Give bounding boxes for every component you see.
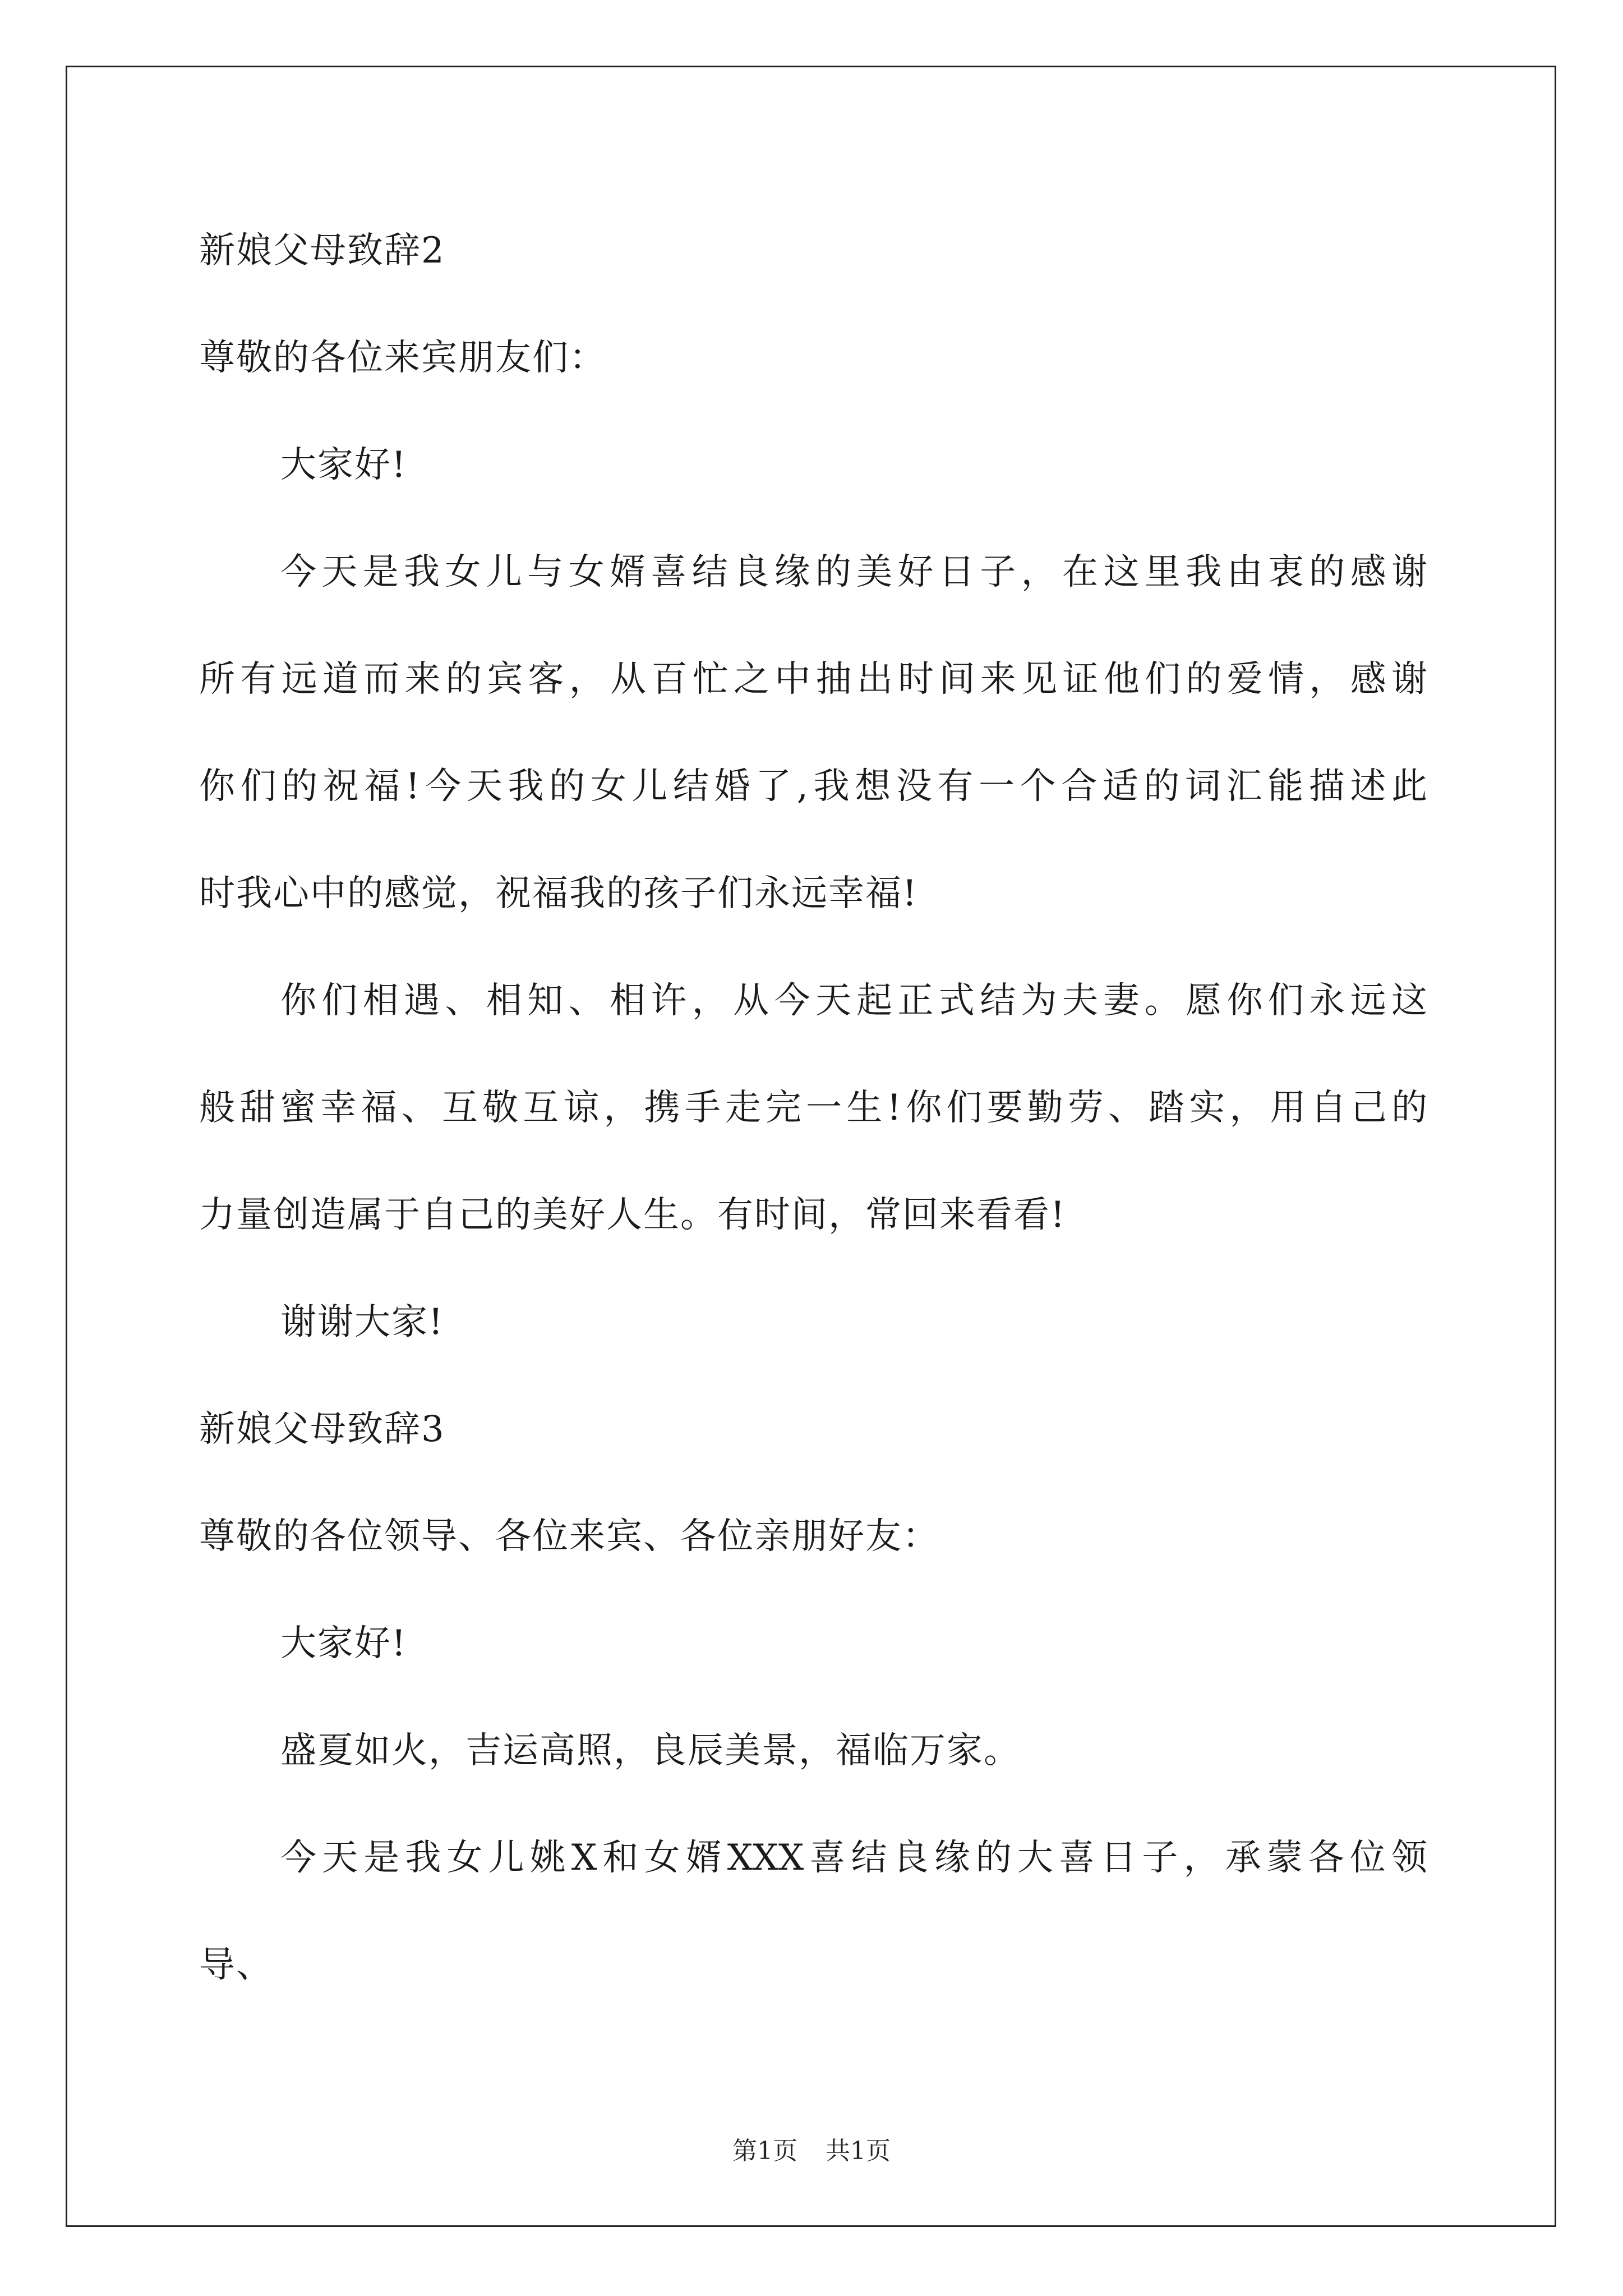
paragraph-line: 今天是我女儿与女婿喜结良缘的美好日子，在这里我由衷的感谢	[280, 551, 1427, 593]
greeting: 大家好!	[280, 444, 407, 486]
greeting: 大家好!	[280, 1623, 407, 1664]
page-number-current: 第1页	[732, 2137, 797, 2165]
paragraph-line: 般甜蜜幸福、互敬互谅，携手走完一生!你们要勤劳、踏实，用自己的	[199, 1087, 1427, 1129]
paragraph-line: 时我心中的感觉，祝福我的孩子们永远幸福!	[199, 873, 918, 914]
page-border	[66, 66, 1556, 2227]
section-title: 新娘父母致辞2	[199, 230, 445, 272]
paragraph-line: 你们的祝福!今天我的女儿结婚了,我想没有一个合适的词汇能描述此	[199, 766, 1427, 807]
paragraph-line: 力量创造属于自己的美好人生。有时间，常回来看看!	[199, 1194, 1066, 1236]
paragraph-line: 今天是我女儿姚X和女婿XXX喜结良缘的大喜日子，承蒙各位领	[280, 1837, 1427, 1879]
page-footer	[0, 2139, 1623, 2164]
paragraph-line: 你们相遇、相知、相许，从今天起正式结为夫妻。愿你们永远这	[280, 980, 1427, 1022]
salutation: 尊敬的各位来宾朋友们：	[199, 337, 606, 379]
paragraph-line: 盛夏如火，吉运高照，良辰美景，福临万家。	[280, 1730, 1021, 1772]
salutation: 尊敬的各位领导、各位来宾、各位亲朋好友：	[199, 1516, 939, 1557]
paragraph-line: 导、	[199, 1944, 273, 1986]
page-number-total: 共1页	[826, 2137, 891, 2165]
section-title: 新娘父母致辞3	[199, 1409, 445, 1450]
paragraph-line: 所有远道而来的宾客，从百忙之中抽出时间来见证他们的爱情，感谢	[199, 659, 1427, 700]
closing-line: 谢谢大家!	[280, 1301, 444, 1343]
